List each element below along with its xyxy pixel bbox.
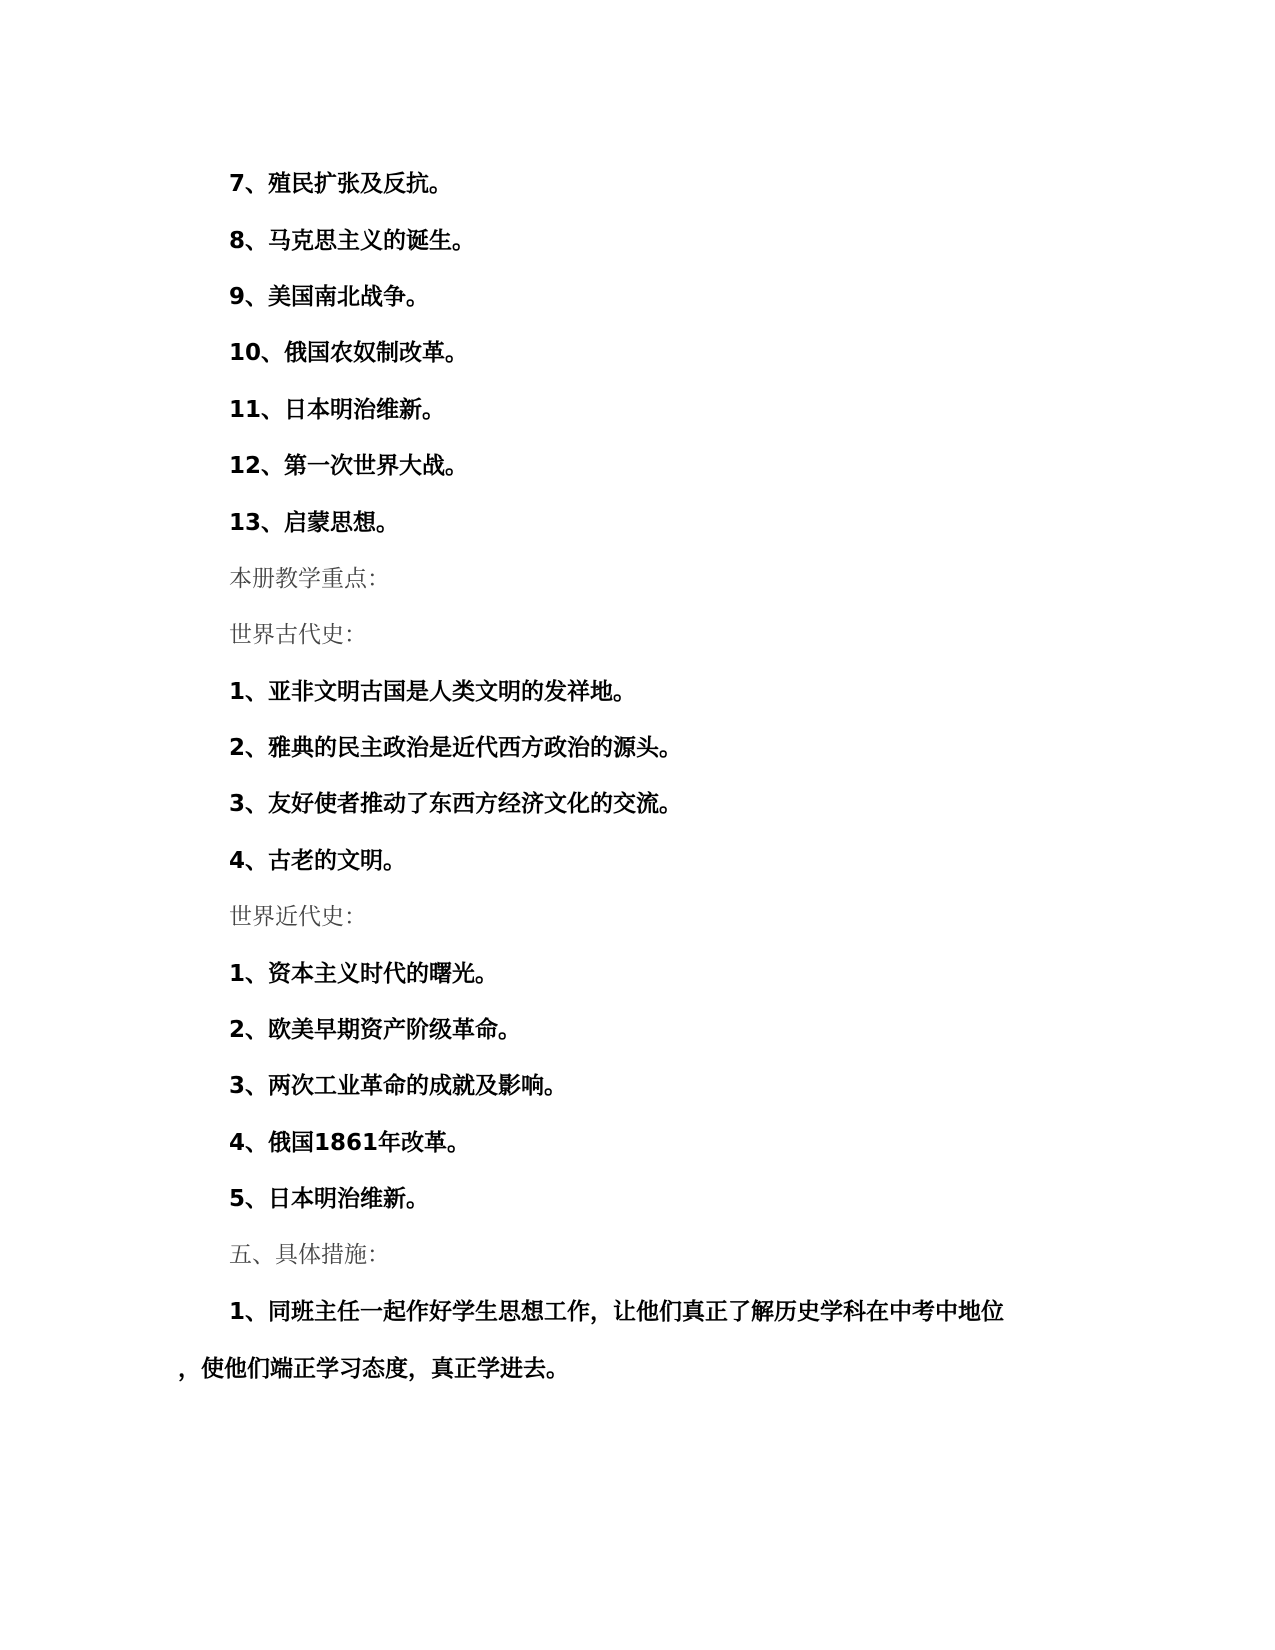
section-heading: 本册教学重点： — [229, 566, 390, 592]
list-item: 9、美国南北战争。 — [229, 284, 430, 310]
list-item: 12、第一次世界大战。 — [229, 453, 469, 479]
list-item: 2、欧美早期资产阶级革命。 — [229, 1017, 522, 1043]
list-item: 3、友好使者推动了东西方经济文化的交流。 — [229, 791, 683, 817]
section-heading: 五、具体措施： — [229, 1242, 390, 1268]
paragraph-line: 1、同班主任一起作好学生思想工作，让他们真正了解历史学科在中考中地位 — [229, 1299, 1005, 1325]
list-item: 8、马克思主义的诞生。 — [229, 228, 476, 254]
paragraph-line: ，使他们端正学习态度，真正学进去。 — [178, 1356, 569, 1382]
list-item: 2、雅典的民主政治是近代西方政治的源头。 — [229, 735, 683, 761]
section-heading: 世界古代史： — [229, 622, 367, 648]
list-item: 3、两次工业革命的成就及影响。 — [229, 1073, 568, 1099]
list-item: 4、古老的文明。 — [229, 848, 407, 874]
list-item: 7、殖民扩张及反抗。 — [229, 171, 453, 197]
list-item: 4、俄国1861年改革。 — [229, 1130, 471, 1156]
list-item: 11、日本明治维新。 — [229, 397, 446, 423]
list-item: 10、俄国农奴制改革。 — [229, 340, 469, 366]
list-item: 1、亚非文明古国是人类文明的发祥地。 — [229, 679, 637, 705]
section-heading: 世界近代史： — [229, 904, 367, 930]
list-item: 13、启蒙思想。 — [229, 510, 400, 536]
list-item: 1、资本主义时代的曙光。 — [229, 961, 499, 987]
list-item: 5、日本明治维新。 — [229, 1186, 430, 1212]
